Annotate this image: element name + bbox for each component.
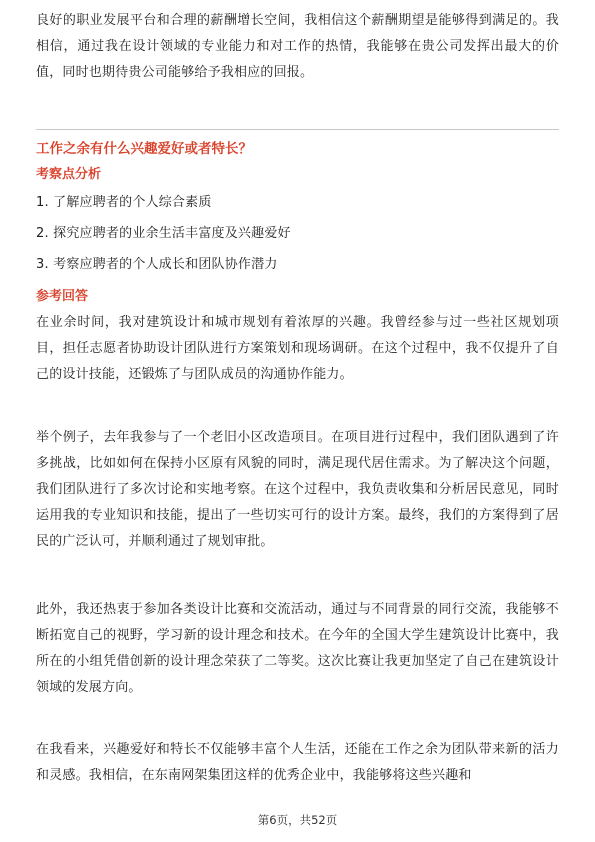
list-item: 1. 了解应聘者的个人综合素质: [36, 195, 212, 210]
section-divider: [36, 129, 559, 130]
question-title: 工作之余有什么兴趣爱好或者特长？: [36, 141, 252, 157]
document-page: [36, 0, 559, 842]
answer-paragraph: 在业余时间，我对建筑设计和城市规划有着浓厚的兴趣。我曾经参与过一些社区规划项目，担任志愿者协助设计团队进行方案策划和现场调研。在这个过程中，我不仅提升了自己的设计技能，还锻炼了与团队成员的沟通协作能力。: [36, 315, 559, 382]
answer-paragraph: 此外，我还热衷于参加各类设计比赛和交流活动，通过与不同背景的同行交流，我能够不断拓宽自己的视野，学习新的设计理念和技术。在今年的全国大学生建筑设计比赛中，我所在的小组凭借创新的设计理念荣获了二等奖。这次比赛让我更加坚定了自己在建筑设计领域的发展方向。: [36, 602, 559, 695]
list-item: 2. 探究应聘者的业余生活丰富度及兴趣爱好: [36, 226, 291, 241]
analysis-list: [36, 190, 291, 283]
list-item: 3. 考察应聘者的个人成长和团队协作潜力: [36, 257, 278, 272]
answer-heading: 参考回答: [36, 289, 89, 304]
answer-paragraph: 在我看来，兴趣爱好和特长不仅能够丰富个人生活，还能在工作之余为团队带来新的活力和灵感。我相信，在东南网架集团这样的优秀企业中，我能够将这些兴趣和: [36, 742, 559, 783]
page-number: 第6页，共52页: [257, 813, 338, 827]
answer-paragraph: 举个例子，去年我参与了一个老旧小区改造项目。在项目进行过程中，我们团队遇到了许多挑战，比如如何在保持小区原有风貌的同时，满足现代居住需求。为了解决这个问题，我们团队进行了多次讨论和实地考察。在这个过程中，我负责收集和分析居民意见，同时运用我的专业知识和技能，提出了一些切实可行的设计方案。最终，我们的方案得到了居民的广泛认可，并顺利通过了规划审批。: [36, 430, 559, 549]
analysis-heading: 考察点分析: [36, 167, 102, 182]
intro-paragraph: 良好的职业发展平台和合理的薪酬增长空间，我相信这个薪酬期望是能够得到满足的。我相信，通过我在设计领域的专业能力和对工作的热情，我能够在贵公司发挥出最大的价值，同时也期待贵公司能够给予我相应的回报。: [36, 13, 559, 80]
